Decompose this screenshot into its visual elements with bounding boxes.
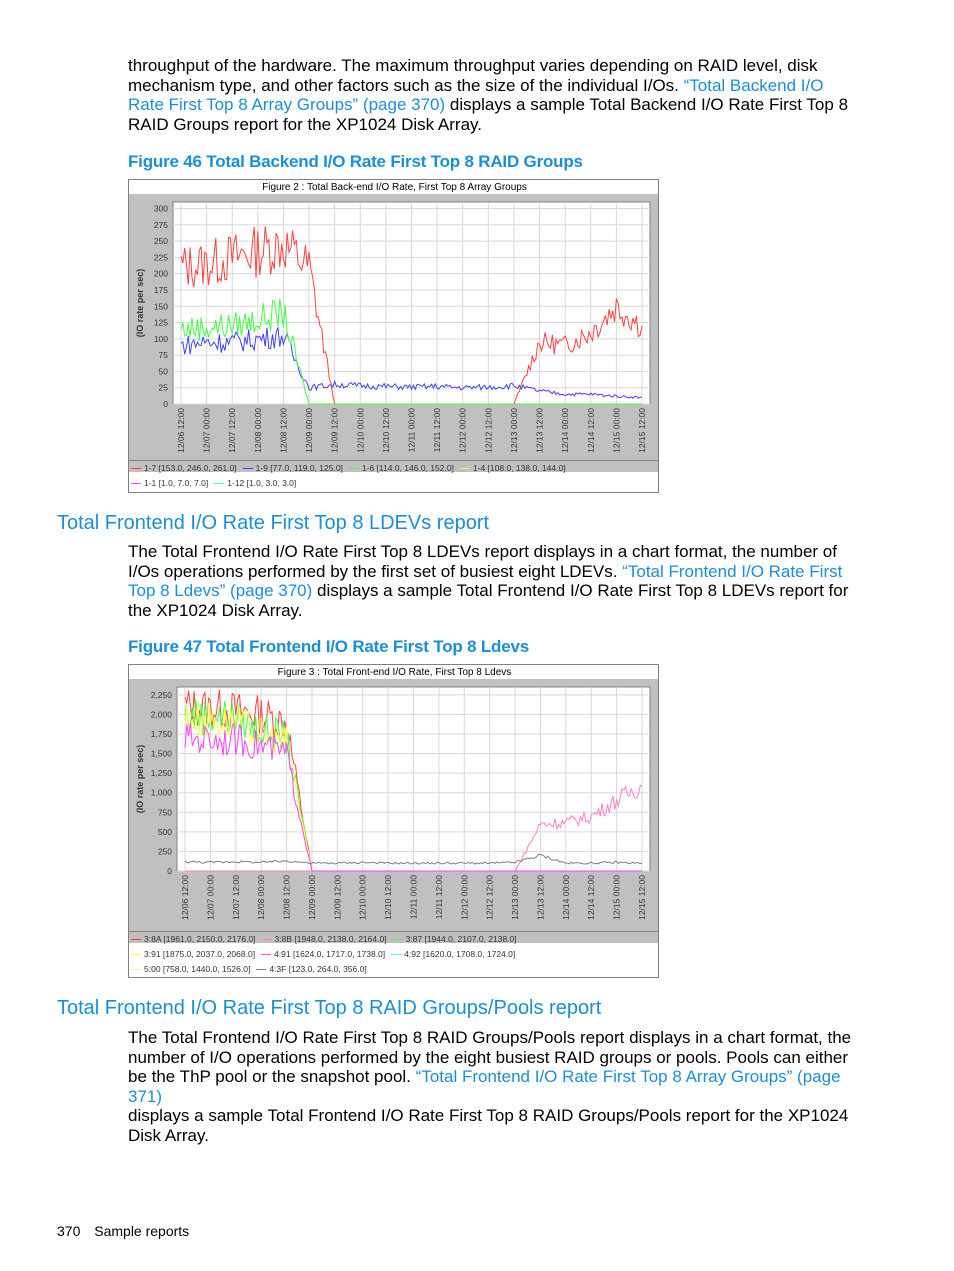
x-tick-label: 12/15 00:00 xyxy=(611,875,622,920)
legend-swatch xyxy=(393,939,403,940)
y-tick-label: 2,250 xyxy=(150,689,172,700)
legend-swatch xyxy=(243,468,253,469)
intro-line-2-text: mechanism type, and other factors such as the size of the individual I/Os. xyxy=(128,75,679,95)
x-tick-label: 12/09 00:00 xyxy=(306,875,317,920)
x-tick-label: 12/11 12:00 xyxy=(432,408,443,453)
legend-label: 1-1 [1.0, 7.0, 7.0] xyxy=(144,478,209,488)
x-tick-label: 12/13 12:00 xyxy=(535,875,546,920)
section-ldevs-heading: Total Frontend I/O Rate First Top 8 LDEVs report xyxy=(57,512,490,534)
x-tick-label: 12/07 00:00 xyxy=(205,875,216,920)
legend-swatch xyxy=(131,939,141,940)
y-tick-label: 1,000 xyxy=(150,787,172,798)
legend-item xyxy=(131,947,255,962)
x-tick-label: 12/10 12:00 xyxy=(380,408,391,453)
section-raid-pools-heading: Total Frontend I/O Rate First Top 8 RAID Groups/Pools report xyxy=(57,997,602,1019)
y-tick-label: 2,000 xyxy=(150,709,172,720)
intro-line-1: throughput of the hardware. The maximum throughput varies depending on RAID level, disk xyxy=(128,56,818,75)
y-tick-label: 500 xyxy=(157,826,172,837)
legend-label: 1-9 [77.0, 119.0, 125.0] xyxy=(255,463,343,473)
x-tick-label: 12/07 00:00 xyxy=(201,408,212,453)
chart-2-svg xyxy=(129,679,658,943)
y-tick-label: 250 xyxy=(157,846,172,857)
y-tick-label: 1,750 xyxy=(150,728,172,739)
x-tick-label: 12/09 12:00 xyxy=(332,875,343,920)
raid-figure-link[interactable]: “Total Frontend I/O Rate First Top 8 Array Groups” (page 371) xyxy=(128,1067,841,1106)
chart-2-title: Figure 3 : Total Front-end I/O Rate, First Top 8 Ldevs xyxy=(277,667,512,678)
ldevs-figure-link[interactable]: “Total Frontend I/O Rate First xyxy=(622,561,843,581)
x-tick-label: 12/06 12:00 xyxy=(180,875,190,920)
y-tick-label: 275 xyxy=(153,219,168,230)
x-tick-label: 12/12 00:00 xyxy=(457,408,468,453)
ldevs-figure-link-cont[interactable]: Top 8 Ldevs” (page 370) xyxy=(128,581,313,601)
legend-item xyxy=(243,461,343,476)
ldevs-line-3 xyxy=(128,581,868,601)
x-tick-label: 12/09 00:00 xyxy=(304,408,315,453)
y-tick-label: 0 xyxy=(167,866,172,876)
page-number: 370 xyxy=(57,1223,81,1239)
y-tick-label: 175 xyxy=(153,284,168,295)
raid-line-1: The Total Frontend I/O Rate First Top 8 RAID Groups/Pools report displays in a chart format, the xyxy=(128,1028,852,1047)
legend-item xyxy=(214,476,296,491)
legend-swatch xyxy=(256,969,266,970)
legend-swatch xyxy=(214,483,224,484)
x-tick-label: 12/11 00:00 xyxy=(406,408,417,453)
legend-swatch xyxy=(261,954,271,955)
legend-label: 1-6 [114.0, 146.0, 152.0] xyxy=(361,463,454,473)
legend-swatch xyxy=(131,483,141,484)
legend-label: 3:8B [1948.0, 2138.0, 2164.0] xyxy=(274,934,387,944)
x-tick-label: 12/08 00:00 xyxy=(256,875,267,920)
x-tick-label: 12/14 12:00 xyxy=(586,875,597,920)
x-tick-label: 12/10 00:00 xyxy=(357,875,368,920)
x-tick-label: 12/14 12:00 xyxy=(585,408,596,453)
x-tick-label: 12/10 12:00 xyxy=(383,875,394,920)
raid-line-3 xyxy=(128,1067,868,1106)
raid-line-5: Disk Array. xyxy=(128,1125,209,1145)
x-tick-label: 12/08 12:00 xyxy=(278,408,289,453)
raid-line-2: number of I/O operations performed by the eight busiest RAID groups or pools. Pools can either xyxy=(128,1047,849,1067)
figure-46-caption: Figure 46 Total Backend I/O Rate First Top 8 RAID Groups xyxy=(128,152,583,171)
legend-label: 3:87 [1944.0, 2107.0, 2138.0] xyxy=(405,934,517,944)
y-tick-label: 125 xyxy=(153,317,168,328)
x-tick-label: 12/12 00:00 xyxy=(459,875,470,920)
legend-item xyxy=(393,932,517,947)
legend-item xyxy=(131,962,250,977)
legend-item xyxy=(262,932,387,947)
figure-47-chart xyxy=(128,664,659,978)
backend-figure-link-cont[interactable]: Rate First Top 8 Array Groups” (page 370) xyxy=(128,95,446,115)
legend-label: 4:3F [123.0, 264.0, 356.0] xyxy=(269,964,367,974)
legend-swatch xyxy=(460,468,470,469)
y-tick-label: 50 xyxy=(158,366,168,377)
footer-section-title: Sample reports xyxy=(94,1223,190,1239)
x-tick-label: 12/06 12:00 xyxy=(176,408,186,453)
intro-line-2 xyxy=(128,76,868,96)
raid-line-4: displays a sample Total Frontend I/O Rate First Top 8 RAID Groups/Pools report for the XP1024 xyxy=(128,1106,849,1126)
x-tick-label: 12/08 12:00 xyxy=(281,875,292,920)
section-ldevs-paragraph xyxy=(128,542,868,620)
y-tick-label: 1,250 xyxy=(150,768,172,779)
x-tick-label: 12/12 12:00 xyxy=(483,408,494,453)
x-tick-label: 12/13 00:00 xyxy=(508,408,519,453)
legend-item xyxy=(460,461,566,476)
x-tick-label: 12/15 12:00 xyxy=(637,875,647,920)
legend-swatch xyxy=(349,468,359,469)
y-tick-label: 225 xyxy=(153,252,168,263)
figure-46-chart xyxy=(128,179,659,493)
legend-label: 1-4 [108.0, 138.0, 144.0] xyxy=(472,463,566,473)
x-tick-label: 12/15 12:00 xyxy=(637,408,647,453)
legend-swatch xyxy=(131,969,141,970)
chart-2-legend xyxy=(129,931,658,977)
y-tick-label: 1,500 xyxy=(150,748,172,759)
x-tick-label: 12/14 00:00 xyxy=(560,875,571,920)
legend-label: 1-7 [153.0, 246.0, 261.0] xyxy=(144,463,237,473)
page-footer xyxy=(57,1223,189,1239)
chart-1-legend xyxy=(129,460,658,491)
intro-line-4: RAID Groups report for the XP1024 Disk Array. xyxy=(128,114,482,134)
ldevs-line-4: the XP1024 Disk Array. xyxy=(128,600,303,620)
legend-item xyxy=(349,461,454,476)
intro-line-3-text: displays a sample Total Backend I/O Rate First Top 8 xyxy=(445,95,849,115)
legend-label: 4:92 [1620.0, 1708.0, 1724.0] xyxy=(404,949,516,959)
legend-swatch xyxy=(131,468,141,469)
x-tick-label: 12/07 12:00 xyxy=(227,408,238,453)
legend-label: 3:91 [1875.0, 2037.0, 2068.0] xyxy=(144,949,256,959)
ldevs-line-1: The Total Frontend I/O Rate First Top 8 LDEVs report displays in a chart format, the number of xyxy=(128,542,837,561)
x-tick-label: 12/07 12:00 xyxy=(230,875,241,920)
legend-label: 5:00 [758.0, 1440.0, 1526.0] xyxy=(144,964,251,974)
x-tick-label: 12/11 00:00 xyxy=(408,875,419,920)
legend-label: 3:8A [1961.0, 2150.0, 2176.0] xyxy=(144,934,256,944)
legend-item xyxy=(131,461,237,476)
y-tick-label: 200 xyxy=(153,268,168,279)
x-tick-label: 12/10 00:00 xyxy=(355,408,366,453)
intro-line-3 xyxy=(128,95,868,115)
legend-item xyxy=(131,932,256,947)
section-raid-pools-paragraph xyxy=(128,1028,868,1146)
x-tick-label: 12/08 00:00 xyxy=(252,408,263,453)
legend-item xyxy=(391,947,515,962)
y-axis-label: (IO rate per sec) xyxy=(135,744,145,814)
legend-swatch xyxy=(391,954,401,955)
x-tick-label: 12/13 12:00 xyxy=(534,408,545,453)
legend-item xyxy=(131,476,208,491)
y-tick-label: 150 xyxy=(153,301,168,312)
chart-1-svg xyxy=(129,194,658,472)
figure-47-caption: Figure 47 Total Frontend I/O Rate First Top 8 Ldevs xyxy=(128,637,529,656)
y-tick-label: 75 xyxy=(158,350,168,361)
x-tick-label: 12/09 12:00 xyxy=(329,408,340,453)
x-tick-label: 12/15 00:00 xyxy=(611,408,622,453)
x-tick-label: 12/11 12:00 xyxy=(433,875,444,920)
legend-swatch xyxy=(131,954,141,955)
y-axis-label: (IO rate per sec) xyxy=(135,268,145,338)
raid-line-3-text: be the ThP pool or the snapshot pool. xyxy=(128,1067,411,1087)
x-tick-label: 12/12 12:00 xyxy=(484,875,495,920)
legend-label: 1-12 [1.0, 3.0, 3.0] xyxy=(227,478,297,488)
y-tick-label: 25 xyxy=(158,382,168,393)
backend-figure-link[interactable]: “Total Backend I/O xyxy=(683,75,824,95)
legend-label: 4:91 [1624.0, 1717.0, 1738.0] xyxy=(274,949,386,959)
y-tick-label: 250 xyxy=(153,236,168,247)
y-tick-label: 100 xyxy=(153,333,168,344)
y-tick-label: 750 xyxy=(157,807,172,818)
ldevs-line-3-text: displays a sample Total Frontend I/O Rate First Top 8 LDEVs report for xyxy=(312,581,849,601)
legend-swatch xyxy=(262,939,272,940)
ldevs-line-2-text: I/Os operations performed by the first set of busiest eight LDEVs. xyxy=(128,561,618,581)
intro-paragraph xyxy=(128,56,868,134)
y-tick-label: 300 xyxy=(153,203,168,214)
chart-1-title: Figure 2 : Total Back-end I/O Rate, First Top 8 Array Groups xyxy=(262,182,527,193)
legend-item xyxy=(261,947,385,962)
y-tick-label: 0 xyxy=(163,399,168,409)
x-tick-label: 12/13 00:00 xyxy=(510,875,521,920)
x-tick-label: 12/14 00:00 xyxy=(560,408,571,453)
ldevs-line-2 xyxy=(128,562,868,582)
legend-item xyxy=(256,962,366,977)
